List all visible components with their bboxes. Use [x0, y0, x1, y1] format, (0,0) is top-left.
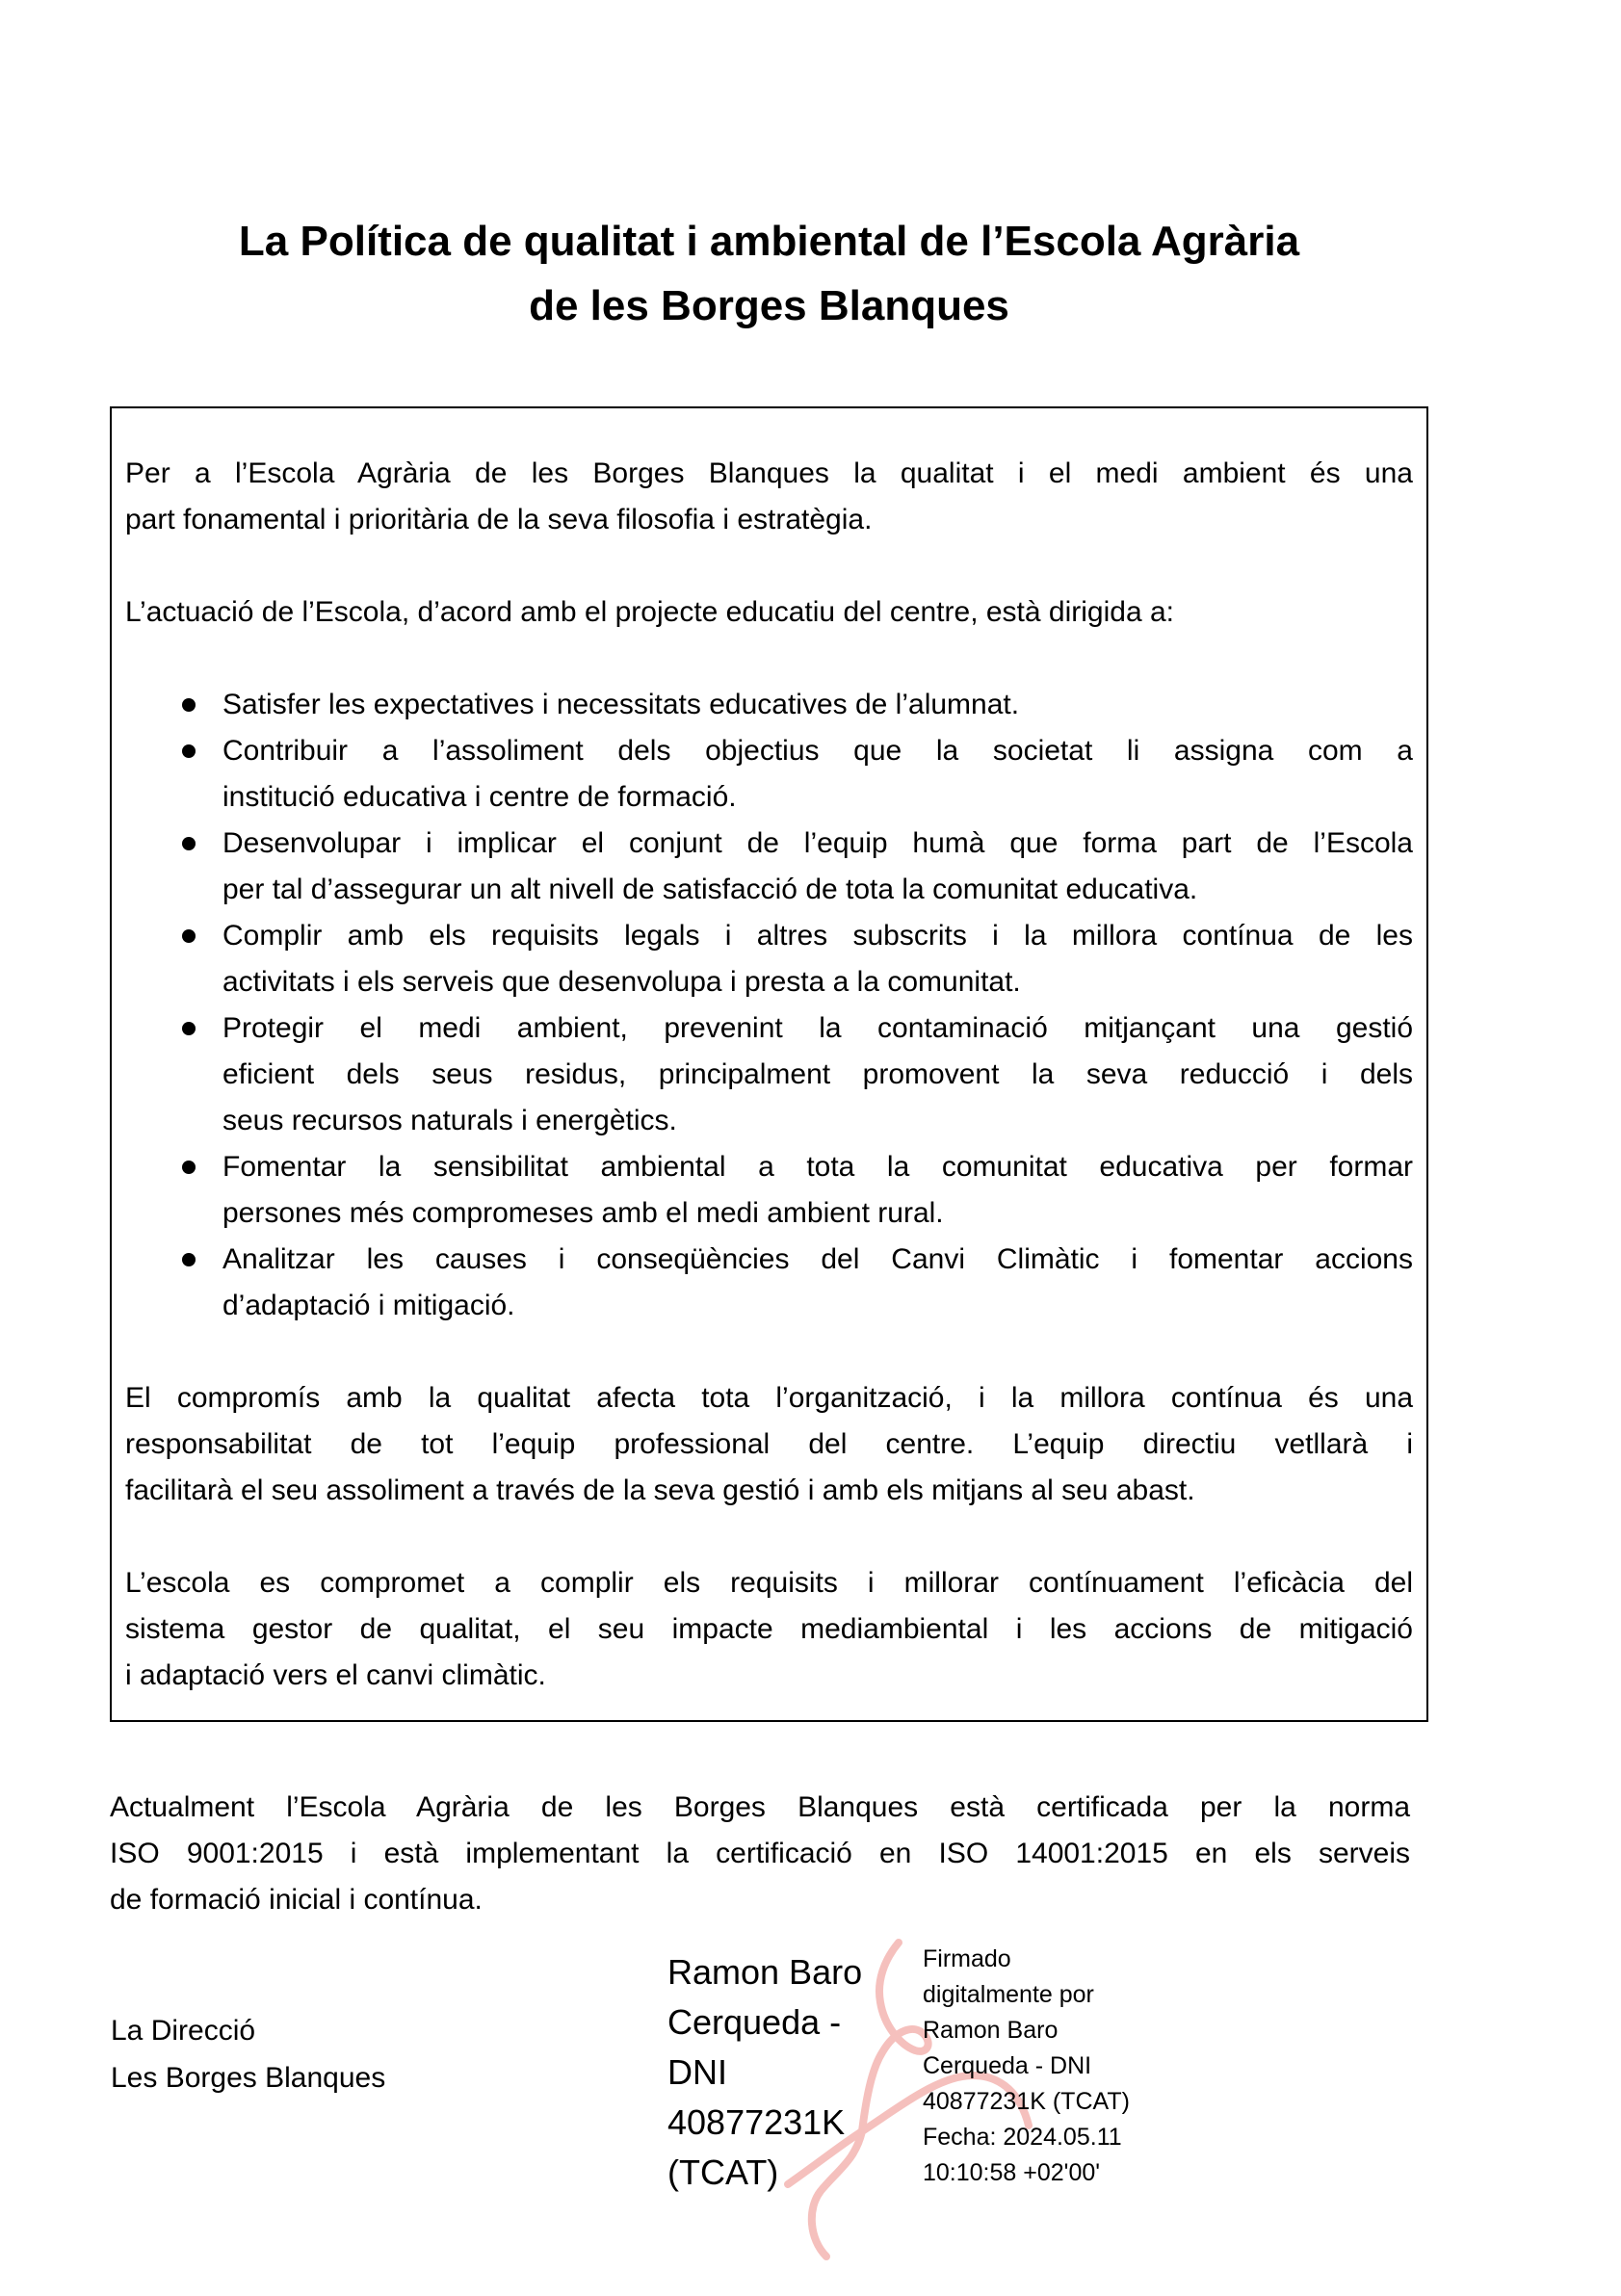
bullet-item [222, 1005, 1413, 1144]
bullet-line: eficient dels seus residus, principalment promovent la seva reducció i dels [222, 1058, 1413, 1090]
bullet-line: Protegir el medi ambient, prevenint la contaminació mitjançant una gestió [222, 1012, 1413, 1044]
signature-signer-line: Cerqueda - [667, 2002, 842, 2042]
signature-direction-line: Les Borges Blanques [111, 2062, 386, 2094]
signature-details-line: Cerqueda - DNI [923, 2052, 1092, 2079]
paragraph-line: L’actuació de l’Escola, d’acord amb el projecte educatiu del centre, està dirigida a: [125, 596, 1174, 628]
signature-details-block [923, 1942, 1130, 2191]
actuacio-paragraph [125, 589, 1413, 636]
paragraph-line: sistema gestor de qualitat, el seu impacte mediambiental i les accions de mitigació [125, 1613, 1413, 1645]
signature-direction-block [111, 2007, 385, 2101]
paragraph-line: facilitarà el seu assoliment a través de la seva gestió i amb els mitjans al seu abast. [125, 1474, 1195, 1506]
paragraph-line: part fonamental i prioritària de la seva filosofia i estratègia. [125, 504, 873, 535]
commitment-paragraph [125, 1375, 1413, 1514]
bullet-line: Fomentar la sensibilitat ambiental a tota la comunitat educativa per formar [222, 1151, 1413, 1183]
signature-details-line: digitalmente por [923, 1981, 1094, 2008]
policy-text-box [110, 406, 1428, 1722]
paragraph-line: responsabilitat de tot l’equip professional del centre. L’equip directiu vetllarà i [125, 1428, 1413, 1460]
bullet-line: Contribuir a l’assoliment dels objectius que la societat li assigna com a [222, 735, 1413, 767]
signature-signer-line: DNI [667, 2052, 727, 2092]
signature-details-line: Fecha: 2024.05.11 [923, 2124, 1122, 2151]
signature-signer-line: Ramon Baro [667, 1952, 863, 1992]
document-title-line: de les Borges Blanques [529, 282, 1009, 330]
document-title [110, 209, 1428, 338]
bullet-line: Desenvolupar i implicar el conjunt de l’equip humà que forma part de l’Escola [222, 827, 1413, 859]
bullet-line: Satisfer les expectatives i necessitats educatives de l’alumnat. [222, 689, 1020, 720]
certification-paragraph [110, 1785, 1410, 1923]
bullet-line: per tal d’assegurar un alt nivell de satisfacció de tota la comunitat educativa. [222, 874, 1198, 905]
bullet-line: activitats i els serveis que desenvolupa i presta a la comunitat. [222, 966, 1021, 998]
signature-details-line: 40877231K (TCAT) [923, 2088, 1130, 2115]
bullet-line: Complir amb els requisits legals i altres subscrits i la millora contínua de les [222, 920, 1413, 952]
policy-bullet-list [125, 682, 1413, 1329]
closing-paragraph [125, 1560, 1413, 1699]
paragraph-line: i adaptació vers el canvi climàtic. [125, 1659, 546, 1691]
paragraph-line: ISO 9001:2015 i està implementant la certificació en ISO 14001:2015 en els serveis [110, 1838, 1410, 1869]
paragraph-line: de formació inicial i contínua. [110, 1884, 483, 1916]
bullet-item [222, 913, 1413, 1005]
bullet-line: d’adaptació i mitigació. [222, 1290, 515, 1321]
document-title-line: La Política de qualitat i ambiental de l’Escola Agrària [238, 218, 1300, 266]
paragraph-line: El compromís amb la qualitat afecta tota l’organització, i la millora contínua és una [125, 1382, 1413, 1414]
bullet-item [222, 728, 1413, 821]
bullet-line: seus recursos naturals i energètics. [222, 1105, 677, 1136]
bullet-item [222, 821, 1413, 913]
bullet-line: institució educativa i centre de formació. [222, 781, 737, 813]
paragraph-line: L’escola es compromet a complir els requisits i millorar contínuament l’eficàcia del [125, 1567, 1413, 1599]
bullet-line: persones més compromeses amb el medi ambient rural. [222, 1197, 944, 1229]
paragraph-line: Actualment l’Escola Agrària de les Borges Blanques està certificada per la norma [110, 1791, 1410, 1823]
signature-direction-line: La Direcció [111, 2015, 256, 2047]
bullet-item [222, 1144, 1413, 1237]
signature-signer-name [667, 1947, 862, 2198]
bullet-item [222, 1237, 1413, 1329]
bullet-item [222, 682, 1413, 728]
intro-paragraph [125, 451, 1413, 543]
signature-signer-line: 40877231K [667, 2102, 846, 2142]
signature-details-line: Firmado [923, 1945, 1011, 1972]
paragraph-line: Per a l’Escola Agrària de les Borges Blanques la qualitat i el medi ambient és una [125, 457, 1413, 489]
bullet-line: Analitzar les causes i conseqüències del Canvi Climàtic i fomentar accions [222, 1243, 1413, 1275]
signature-details-line: 10:10:58 +02'00' [923, 2159, 1101, 2186]
signature-signer-line: (TCAT) [667, 2152, 779, 2192]
signature-details-line: Ramon Baro [923, 2017, 1059, 2044]
